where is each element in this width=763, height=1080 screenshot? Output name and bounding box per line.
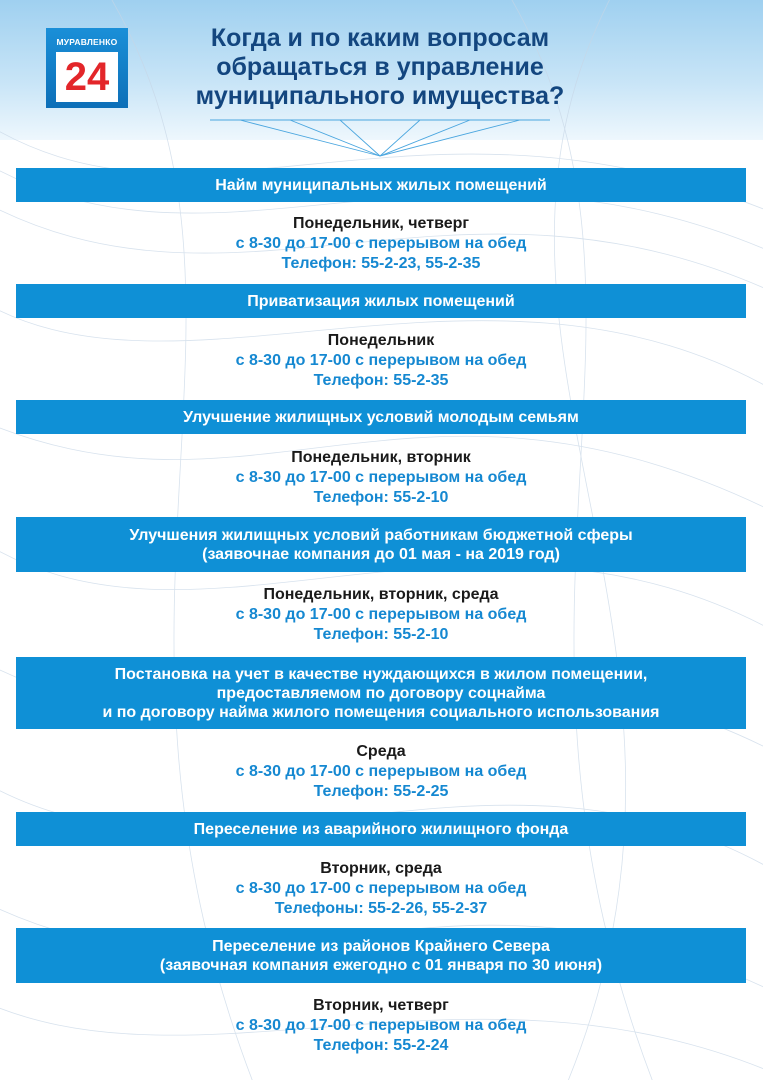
section-heading-public-sector <box>16 517 746 572</box>
section-days: Вторник, среда <box>320 860 442 877</box>
section-heading-far-north <box>16 928 746 983</box>
section-hours: с 8-30 до 17-00 с перерывом на обед <box>235 352 527 369</box>
section-hours: с 8-30 до 17-00 с перерывом на обед <box>235 1017 527 1034</box>
logo-number: 24 <box>64 55 110 99</box>
section-phone: Телефон: 55-2-10 <box>313 626 449 643</box>
section-heading-line: Постановка на учет в качестве нуждающихся в жилом помещении, <box>114 665 648 683</box>
section-days: Понедельник, вторник, среда <box>263 586 499 603</box>
section-heading-housing-registration <box>16 657 746 729</box>
section-hours: с 8-30 до 17-00 с перерывом на обед <box>235 763 527 780</box>
section-heading-privatization <box>16 284 746 318</box>
section-phone: Телефон: 55-2-23, 55-2-35 <box>281 255 481 272</box>
title-underline-decoration <box>210 118 550 158</box>
section-days: Понедельник <box>327 332 435 349</box>
muravlenko-24-logo <box>46 28 128 108</box>
section-info-far-north <box>16 996 746 1056</box>
section-hours: с 8-30 до 17-00 с перерывом на обед <box>235 880 527 897</box>
section-heading-emergency-housing <box>16 812 746 846</box>
section-heading-rental <box>16 168 746 202</box>
section-hours: с 8-30 до 17-00 с перерывом на обед <box>235 606 527 623</box>
section-days: Вторник, четверг <box>313 997 449 1014</box>
title-line-1: Когда и по каким вопросам <box>210 24 550 52</box>
title-line-2: обращаться в управление <box>216 53 544 81</box>
section-heading-line: (заявочнае компания до 01 мая - на 2019 год) <box>202 545 560 563</box>
page-title <box>150 24 610 111</box>
section-days: Понедельник, четверг <box>292 215 470 232</box>
section-heading-line: (заявочная компания ежегодно с 01 января по 30 июня) <box>159 956 603 974</box>
section-phone: Телефон: 55-2-25 <box>313 783 449 800</box>
logo-number-box <box>56 52 118 102</box>
logo-text: МУРАВЛЕНКО <box>56 37 118 47</box>
section-heading-line: Переселение из аварийного жилищного фонда <box>193 820 569 838</box>
section-info-emergency-housing <box>16 859 746 919</box>
section-hours: с 8-30 до 17-00 с перерывом на обед <box>235 235 527 252</box>
section-heading-line: Улучшения жилищных условий работникам бюджетной сферы <box>129 526 633 544</box>
section-hours: с 8-30 до 17-00 с перерывом на обед <box>235 469 527 486</box>
section-days: Среда <box>356 743 406 760</box>
section-phone: Телефоны: 55-2-26, 55-2-37 <box>274 900 488 917</box>
section-heading-line: и по договору найма жилого помещения социального использования <box>102 703 660 721</box>
section-info-public-sector <box>16 585 746 645</box>
section-phone: Телефон: 55-2-35 <box>313 372 449 389</box>
section-phone: Телефон: 55-2-10 <box>313 489 449 506</box>
section-heading-line: Переселение из районов Крайнего Севера <box>212 937 550 955</box>
section-info-privatization <box>16 331 746 391</box>
section-days: Понедельник, вторник <box>291 449 471 466</box>
section-info-housing-registration <box>16 742 746 802</box>
title-line-3: муниципального имущества? <box>195 82 565 110</box>
section-heading-line: предоставляемом по договору соцнайма <box>216 684 546 702</box>
section-phone: Телефон: 55-2-24 <box>313 1037 449 1054</box>
section-info-young-families <box>16 448 746 508</box>
section-heading-young-families <box>16 400 746 434</box>
section-heading-line: Приватизация жилых помещений <box>247 292 515 310</box>
section-heading-line: Найм муниципальных жилых помещений <box>215 176 547 194</box>
section-info-rental <box>16 214 746 274</box>
section-heading-line: Улучшение жилищных условий молодым семьям <box>183 408 579 426</box>
